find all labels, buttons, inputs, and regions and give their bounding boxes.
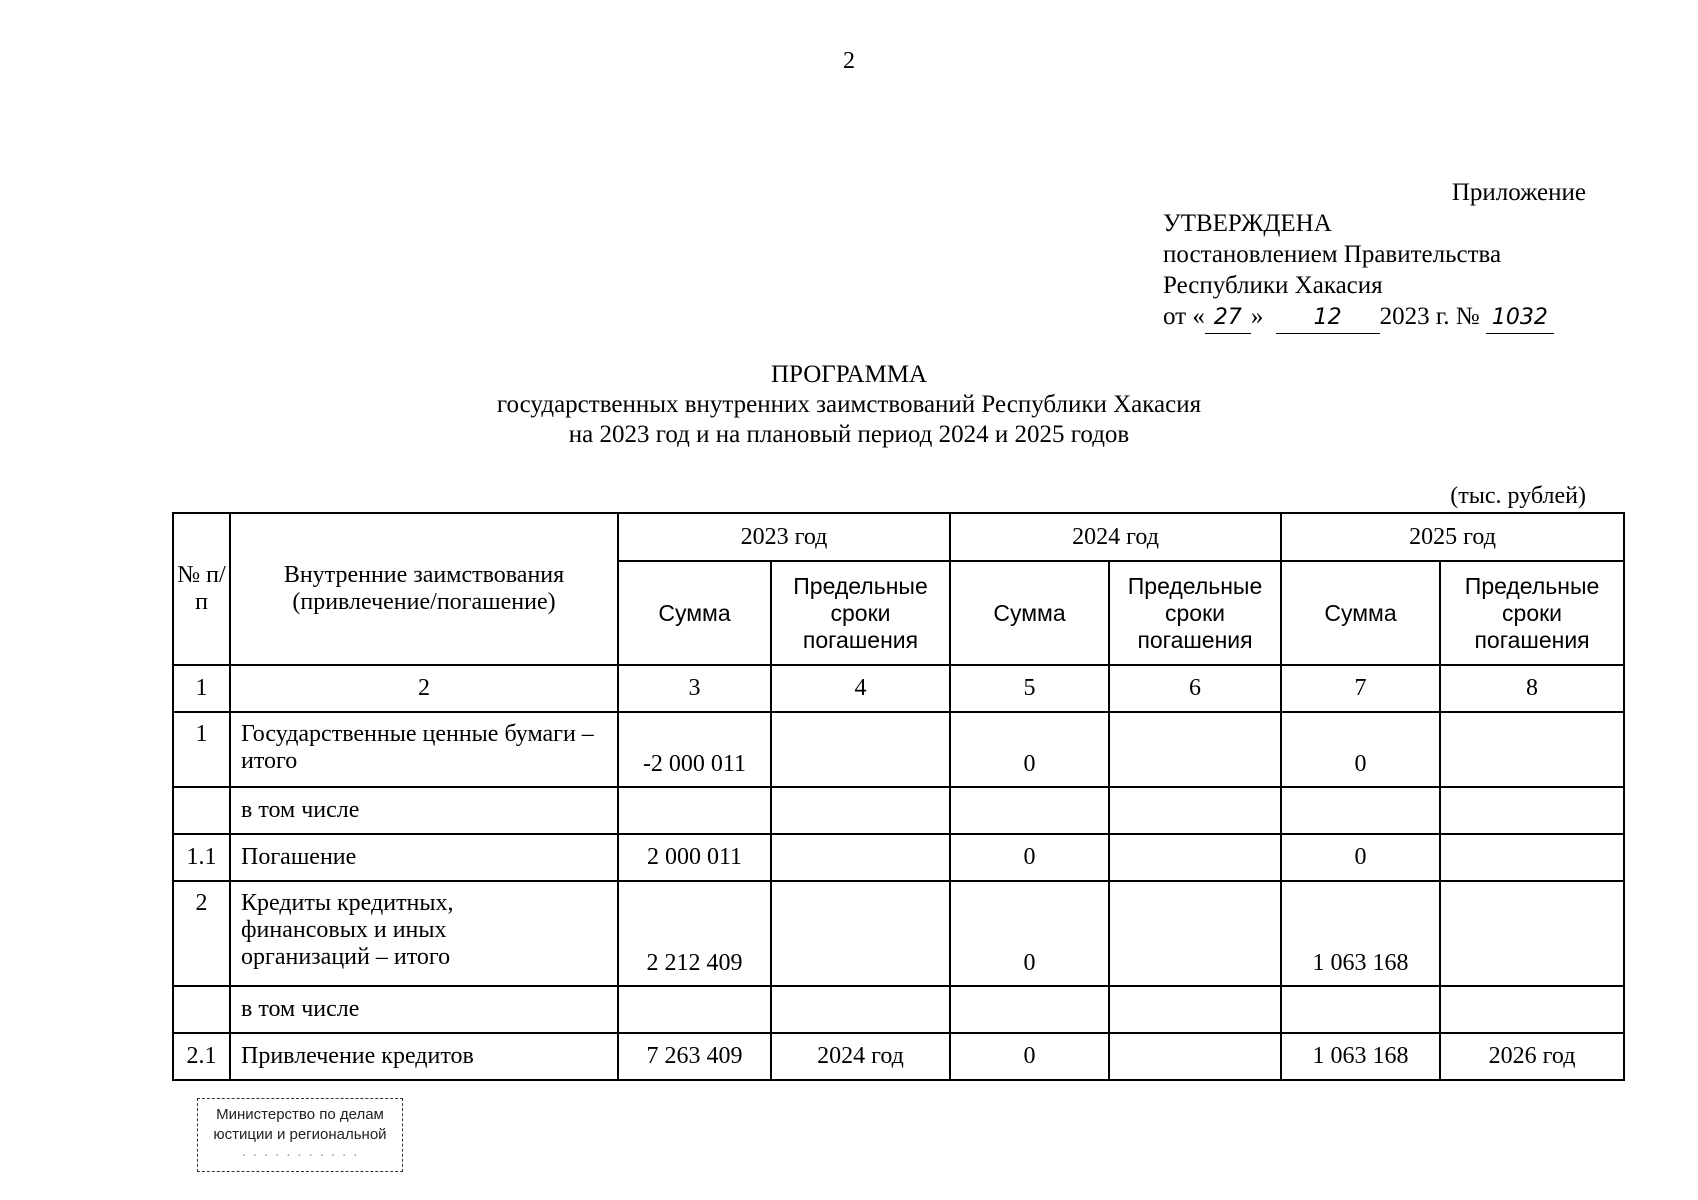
row-number xyxy=(173,986,230,1033)
header-terms-2023: Предельные сроки погашения xyxy=(771,561,950,665)
sum-2025: 1 063 168 xyxy=(1281,881,1440,986)
title-line-1: государственных внутренних заимствований Республики Хакасия xyxy=(496,391,1202,418)
col-number: 5 xyxy=(950,665,1109,712)
terms-2023 xyxy=(771,881,950,986)
table-row xyxy=(173,834,1624,881)
terms-2025 xyxy=(1440,834,1624,881)
terms-2025: 2026 год xyxy=(1440,1033,1624,1080)
table-row xyxy=(173,986,1624,1033)
col-number: 7 xyxy=(1281,665,1440,712)
handwritten-day: 27 xyxy=(1205,302,1251,334)
row-name: в том числе xyxy=(230,787,618,834)
table-row xyxy=(173,1033,1624,1080)
table-row xyxy=(173,787,1624,834)
sum-2023 xyxy=(618,787,771,834)
row-number: 1 xyxy=(173,712,230,787)
header-terms-2024: Предельные сроки погашения xyxy=(1109,561,1281,665)
header-name: Внутренние заимствования (привлечение/погашение) xyxy=(230,513,618,665)
sum-2023: 2 212 409 xyxy=(618,881,771,986)
row-name: Кредиты кредитных, финансовых и иных организаций – итого xyxy=(230,881,618,986)
table-row xyxy=(173,881,1624,986)
row-number: 1.1 xyxy=(173,834,230,881)
terms-2023 xyxy=(771,712,950,787)
sum-2025 xyxy=(1281,787,1440,834)
header-sum-2023: Сумма xyxy=(618,561,771,665)
approval-line-2: Республики Хакасия xyxy=(1163,272,1383,299)
terms-2025 xyxy=(1440,787,1624,834)
sum-2023: 7 263 409 xyxy=(618,1033,771,1080)
stamp-faded-line: · · · · · · · · · · · xyxy=(241,1146,359,1163)
terms-2024 xyxy=(1109,881,1281,986)
sum-2025: 0 xyxy=(1281,712,1440,787)
table-row xyxy=(173,712,1624,787)
approval-block xyxy=(1163,177,1586,334)
row-number: 2 xyxy=(173,881,230,986)
row-name: в том числе xyxy=(230,986,618,1033)
appendix-label: Приложение xyxy=(1451,179,1586,206)
col-number: 3 xyxy=(618,665,771,712)
sum-2023 xyxy=(618,986,771,1033)
header-sum-2025: Сумма xyxy=(1281,561,1440,665)
units-label: (тыс. рублей) xyxy=(1450,483,1586,509)
sum-2024: 0 xyxy=(950,712,1109,787)
stamp-line-2: юстиции и региональной xyxy=(213,1126,387,1143)
header-year-2024: 2024 год xyxy=(950,513,1281,561)
row-number xyxy=(173,787,230,834)
sum-2025: 1 063 168 xyxy=(1281,1033,1440,1080)
col-number: 4 xyxy=(771,665,950,712)
terms-2025 xyxy=(1440,881,1624,986)
page-number: 2 xyxy=(843,48,855,74)
row-name: Погашение xyxy=(230,834,618,881)
row-number: 2.1 xyxy=(173,1033,230,1080)
col-number: 1 xyxy=(173,665,230,712)
header-year-2025: 2025 год xyxy=(1281,513,1624,561)
document-title xyxy=(0,360,1698,450)
row-name: Привлечение кредитов xyxy=(230,1033,618,1080)
header-sum-2024: Сумма xyxy=(950,561,1109,665)
sum-2024 xyxy=(950,986,1109,1033)
terms-2025 xyxy=(1440,986,1624,1033)
terms-2023 xyxy=(771,787,950,834)
header-year-2023: 2023 год xyxy=(618,513,950,561)
col-number: 8 xyxy=(1440,665,1624,712)
terms-2024 xyxy=(1109,787,1281,834)
terms-2025 xyxy=(1440,712,1624,787)
date-mid: » xyxy=(1250,303,1264,330)
header-row-years xyxy=(173,513,1624,561)
sum-2024 xyxy=(950,787,1109,834)
sum-2023: 2 000 011 xyxy=(618,834,771,881)
sum-2023: -2 000 011 xyxy=(618,712,771,787)
sum-2025: 0 xyxy=(1281,834,1440,881)
terms-2024 xyxy=(1109,712,1281,787)
terms-2023: 2024 год xyxy=(771,1033,950,1080)
registration-stamp xyxy=(197,1098,403,1172)
terms-2024 xyxy=(1109,986,1281,1033)
sum-2025 xyxy=(1281,986,1440,1033)
approval-date-line xyxy=(1163,301,1583,334)
terms-2024 xyxy=(1109,834,1281,881)
col-number: 6 xyxy=(1109,665,1281,712)
sum-2024: 0 xyxy=(950,881,1109,986)
terms-2024 xyxy=(1109,1033,1281,1080)
handwritten-number: 1032 xyxy=(1486,302,1554,334)
header-terms-2025: Предельные сроки погашения xyxy=(1440,561,1624,665)
column-number-row xyxy=(173,665,1624,712)
row-name: Государственные ценные бумаги – итого xyxy=(230,712,618,787)
terms-2023 xyxy=(771,834,950,881)
title-heading: ПРОГРАММА xyxy=(770,361,928,388)
title-line-2: на 2023 год и на плановый период 2024 и 2025 годов xyxy=(568,421,1130,448)
year-text: 2023 г. № xyxy=(1379,303,1480,330)
terms-2023 xyxy=(771,986,950,1033)
handwritten-month: 12 xyxy=(1276,302,1380,334)
col-number: 2 xyxy=(230,665,618,712)
stamp-line-1: Министерство по делам xyxy=(216,1106,384,1123)
borrowing-program-table xyxy=(172,512,1625,1081)
date-prefix: от « xyxy=(1163,303,1205,330)
sum-2024: 0 xyxy=(950,834,1109,881)
header-num: № п/п xyxy=(173,513,230,665)
sum-2024: 0 xyxy=(950,1033,1109,1080)
approved-label: УТВЕРЖДЕНА xyxy=(1163,210,1332,237)
approval-line-1: постановлением Правительства xyxy=(1163,241,1502,268)
